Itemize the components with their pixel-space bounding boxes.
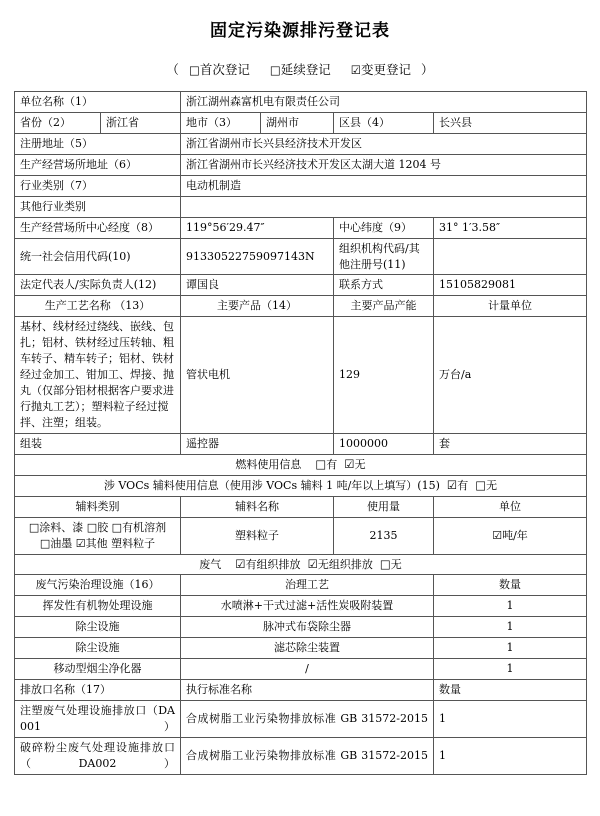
outlet-count-header: 数量 [434, 680, 587, 701]
main-product-value-2: 遥控器 [181, 433, 334, 454]
checkbox-icon-renewal-registration[interactable]: □ [269, 63, 281, 77]
registration-type-change-label: 变更登记 [361, 62, 412, 77]
measurement-unit-value-2: 套 [434, 433, 587, 454]
treatment-process-value-1: 水喷淋+干式过滤+活性炭吸附装置 [181, 596, 434, 617]
aux-unit-value-1[interactable]: ☑吨/年 [434, 517, 587, 554]
longitude-label: 生产经营场所中心经度（8） [15, 217, 181, 238]
aux-type-value-1[interactable] [15, 517, 181, 554]
longitude-value: 119°56′29.47″ [181, 217, 334, 238]
checkbox-icon-fuel-yes[interactable]: □ [315, 456, 327, 471]
checkbox-icon-fuel-no[interactable]: ☑ [344, 456, 355, 471]
paren-close: ） [421, 62, 434, 77]
treatment-facility-value-1: 挥发性有机物处理设施 [15, 596, 181, 617]
city-value: 湖州市 [261, 112, 334, 133]
registration-form-table [14, 91, 587, 775]
checkbox-icon-first-registration[interactable]: □ [188, 63, 200, 77]
outlet-count-value-1: 1 [434, 701, 587, 738]
vocs-no-label: 无 [486, 478, 498, 492]
vocs-yes-label: 有 [457, 478, 469, 492]
industry-label: 行业类别（7） [15, 175, 181, 196]
district-value: 长兴县 [434, 112, 587, 133]
outlet-standard-header: 执行标准名称 [181, 680, 434, 701]
org-code-label: 组织机构代码/其他注册号(11) [334, 238, 434, 275]
main-product-header: 主要产品（14） [181, 296, 334, 317]
other-industry-value [181, 196, 587, 217]
fuel-usage-cell [15, 454, 587, 475]
outlet-name-value-1: 注塑废气处理设施排放口（DA001） [15, 701, 181, 738]
table-header-outlet [15, 680, 587, 701]
latitude-label: 中心纬度（9） [334, 217, 434, 238]
table-row-outlet-2 [15, 737, 587, 774]
industry-value: 电动机制造 [181, 175, 587, 196]
checkbox-icon-organized-emission[interactable]: ☑ [235, 556, 246, 571]
unit-name-value: 浙江湖州森富机电有限责任公司 [181, 92, 587, 113]
registration-type-row [0, 60, 600, 78]
table-row-fuel-usage [15, 454, 587, 475]
treatment-count-value-4: 1 [434, 659, 587, 680]
treatment-count-value-3: 1 [434, 638, 587, 659]
treatment-count-header: 数量 [434, 575, 587, 596]
registration-type-renewal-label: 延续登记 [280, 62, 331, 77]
treatment-facility-value-4: 移动型烟尘净化器 [15, 659, 181, 680]
org-code-value [434, 238, 587, 275]
credit-code-value: 91330522759097143N [181, 238, 334, 275]
vocs-label: 涉 VOCs 辅料使用信息（使用涉 VOCs 辅料 1 吨/年以上填写）(15) [103, 478, 440, 492]
measurement-unit-header: 计量单位 [434, 296, 587, 317]
table-row-production-2 [15, 433, 587, 454]
table-row-industry [15, 175, 587, 196]
other-industry-label: 其他行业类别 [15, 196, 181, 217]
fuel-usage-label: 燃料使用信息 [235, 457, 302, 471]
aux-name-value-1: 塑料粒子 [181, 517, 334, 554]
latitude-value: 31° 1′3.58″ [434, 217, 587, 238]
treatment-count-value-2: 1 [434, 617, 587, 638]
table-row-outlet-1 [15, 701, 587, 738]
vocs-header-cell [15, 475, 587, 496]
aux-amount-value-1: 2135 [334, 517, 434, 554]
treatment-process-header: 治理工艺 [181, 575, 434, 596]
outlet-name-header: 排放口名称（17） [15, 680, 181, 701]
waste-gas-label: 废气 [199, 557, 222, 571]
table-header-treatment-facility [15, 575, 587, 596]
treatment-process-value-2: 脉冲式布袋除尘器 [181, 617, 434, 638]
checkbox-icon-vocs-yes[interactable]: ☑ [446, 477, 458, 492]
city-label: 地市（3） [181, 112, 261, 133]
document-page [0, 16, 600, 816]
main-product-value-1: 管状电机 [181, 317, 334, 434]
aux-amount-header: 使用量 [334, 496, 434, 517]
legal-rep-value: 谭国良 [181, 275, 334, 296]
business-address-label: 生产经营场所地址（6） [15, 154, 181, 175]
registration-type-change[interactable] [351, 60, 411, 78]
treatment-process-value-4: / [181, 659, 434, 680]
production-process-header: 生产工艺名称 （13） [15, 296, 181, 317]
checkbox-icon-change-registration[interactable]: ☑ [350, 63, 362, 77]
table-row-registered-address [15, 133, 587, 154]
product-capacity-header: 主要产品产能 [334, 296, 434, 317]
registration-type-first-label: 首次登记 [199, 62, 250, 77]
registration-type-renewal[interactable] [270, 60, 331, 78]
table-row-unit-name [15, 92, 587, 113]
outlet-count-value-2: 1 [434, 737, 587, 774]
table-header-production [15, 296, 587, 317]
table-row-legal-rep [15, 275, 587, 296]
product-capacity-value-1: 129 [334, 317, 434, 434]
table-row-waste-gas-header [15, 554, 587, 575]
treatment-count-value-1: 1 [434, 596, 587, 617]
organized-emission-label: 有组织排放 [245, 557, 301, 571]
registered-address-value: 浙江省湖州市长兴县经济技术开发区 [181, 133, 587, 154]
production-process-value-2: 组装 [15, 433, 181, 454]
table-row-other-industry [15, 196, 587, 217]
table-row-credit-code [15, 238, 587, 275]
table-row-treatment-1 [15, 596, 587, 617]
province-label: 省份（2） [15, 112, 101, 133]
table-row-vocs-header [15, 475, 587, 496]
treatment-facility-header: 废气污染治理设施（16） [15, 575, 181, 596]
paren-open: （ [166, 62, 179, 77]
waste-gas-header-cell [15, 554, 587, 575]
production-process-value-1: 基材、线材经过绕线、嵌线、包扎；铝材、铁材经过压转轴、粗车转子、精车转子；铝材、铁材经过金加工、钳加工、焊接、抛丸（仅部分铝材根据客户要求进行抛丸工艺）；塑料粒子经过搅拌、注塑；组装。 [15, 317, 181, 434]
fuel-no-label: 无 [354, 457, 366, 471]
table-row-coordinates [15, 217, 587, 238]
province-value: 浙江省 [101, 112, 181, 133]
outlet-standard-value-1: 合成树脂工业污染物排放标准 GB 31572-2015 [181, 701, 434, 738]
table-row-business-address [15, 154, 587, 175]
district-label: 区县（4） [334, 112, 434, 133]
table-row-production-1 [15, 317, 587, 434]
product-capacity-value-2: 1000000 [334, 433, 434, 454]
table-row-region [15, 112, 587, 133]
aux-unit-header: 单位 [434, 496, 587, 517]
aux-type-header: 辅料类别 [15, 496, 181, 517]
fuel-yes-label: 有 [326, 457, 338, 471]
treatment-facility-value-3: 除尘设施 [15, 638, 181, 659]
checkbox-icon-unorganized-emission[interactable]: ☑ [307, 556, 318, 571]
table-row-aux-material-1 [15, 517, 587, 554]
legal-rep-label: 法定代表人/实际负责人(12) [15, 275, 181, 296]
treatment-facility-value-2: 除尘设施 [15, 617, 181, 638]
contact-label: 联系方式 [334, 275, 434, 296]
aux-name-header: 辅料名称 [181, 496, 334, 517]
table-row-treatment-3 [15, 638, 587, 659]
page-title: 固定污染源排污登记表 [210, 21, 390, 41]
aux-type-line1: □涂料、漆 □胶 □有机溶剂 [28, 520, 167, 534]
outlet-standard-value-2: 合成树脂工业污染物排放标准 GB 31572-2015 [181, 737, 434, 774]
business-address-value: 浙江省湖州市长兴经济技术开发区太湖大道 1204 号 [181, 154, 587, 175]
registered-address-label: 注册地址（5） [15, 133, 181, 154]
credit-code-label: 统一社会信用代码(10) [15, 238, 181, 275]
table-header-aux-material [15, 496, 587, 517]
checkbox-icon-vocs-no[interactable]: □ [475, 477, 487, 492]
contact-value: 15105829081 [434, 275, 587, 296]
outlet-name-value-2: 破碎粉尘废气处理设施排放口（DA002） [15, 737, 181, 774]
measurement-unit-value-1: 万台/a [434, 317, 587, 434]
no-emission-label: 无 [390, 557, 402, 571]
checkbox-icon-no-emission[interactable]: □ [379, 556, 391, 571]
table-row-treatment-4 [15, 659, 587, 680]
registration-type-first[interactable] [189, 60, 250, 78]
unorganized-emission-label: 无组织排放 [317, 557, 373, 571]
unit-name-label: 单位名称（1） [15, 92, 181, 113]
table-row-treatment-2 [15, 617, 587, 638]
treatment-process-value-3: 滤芯除尘装置 [181, 638, 434, 659]
aux-type-line2: □油墨 ☑其他 塑料粒子 [39, 536, 156, 550]
